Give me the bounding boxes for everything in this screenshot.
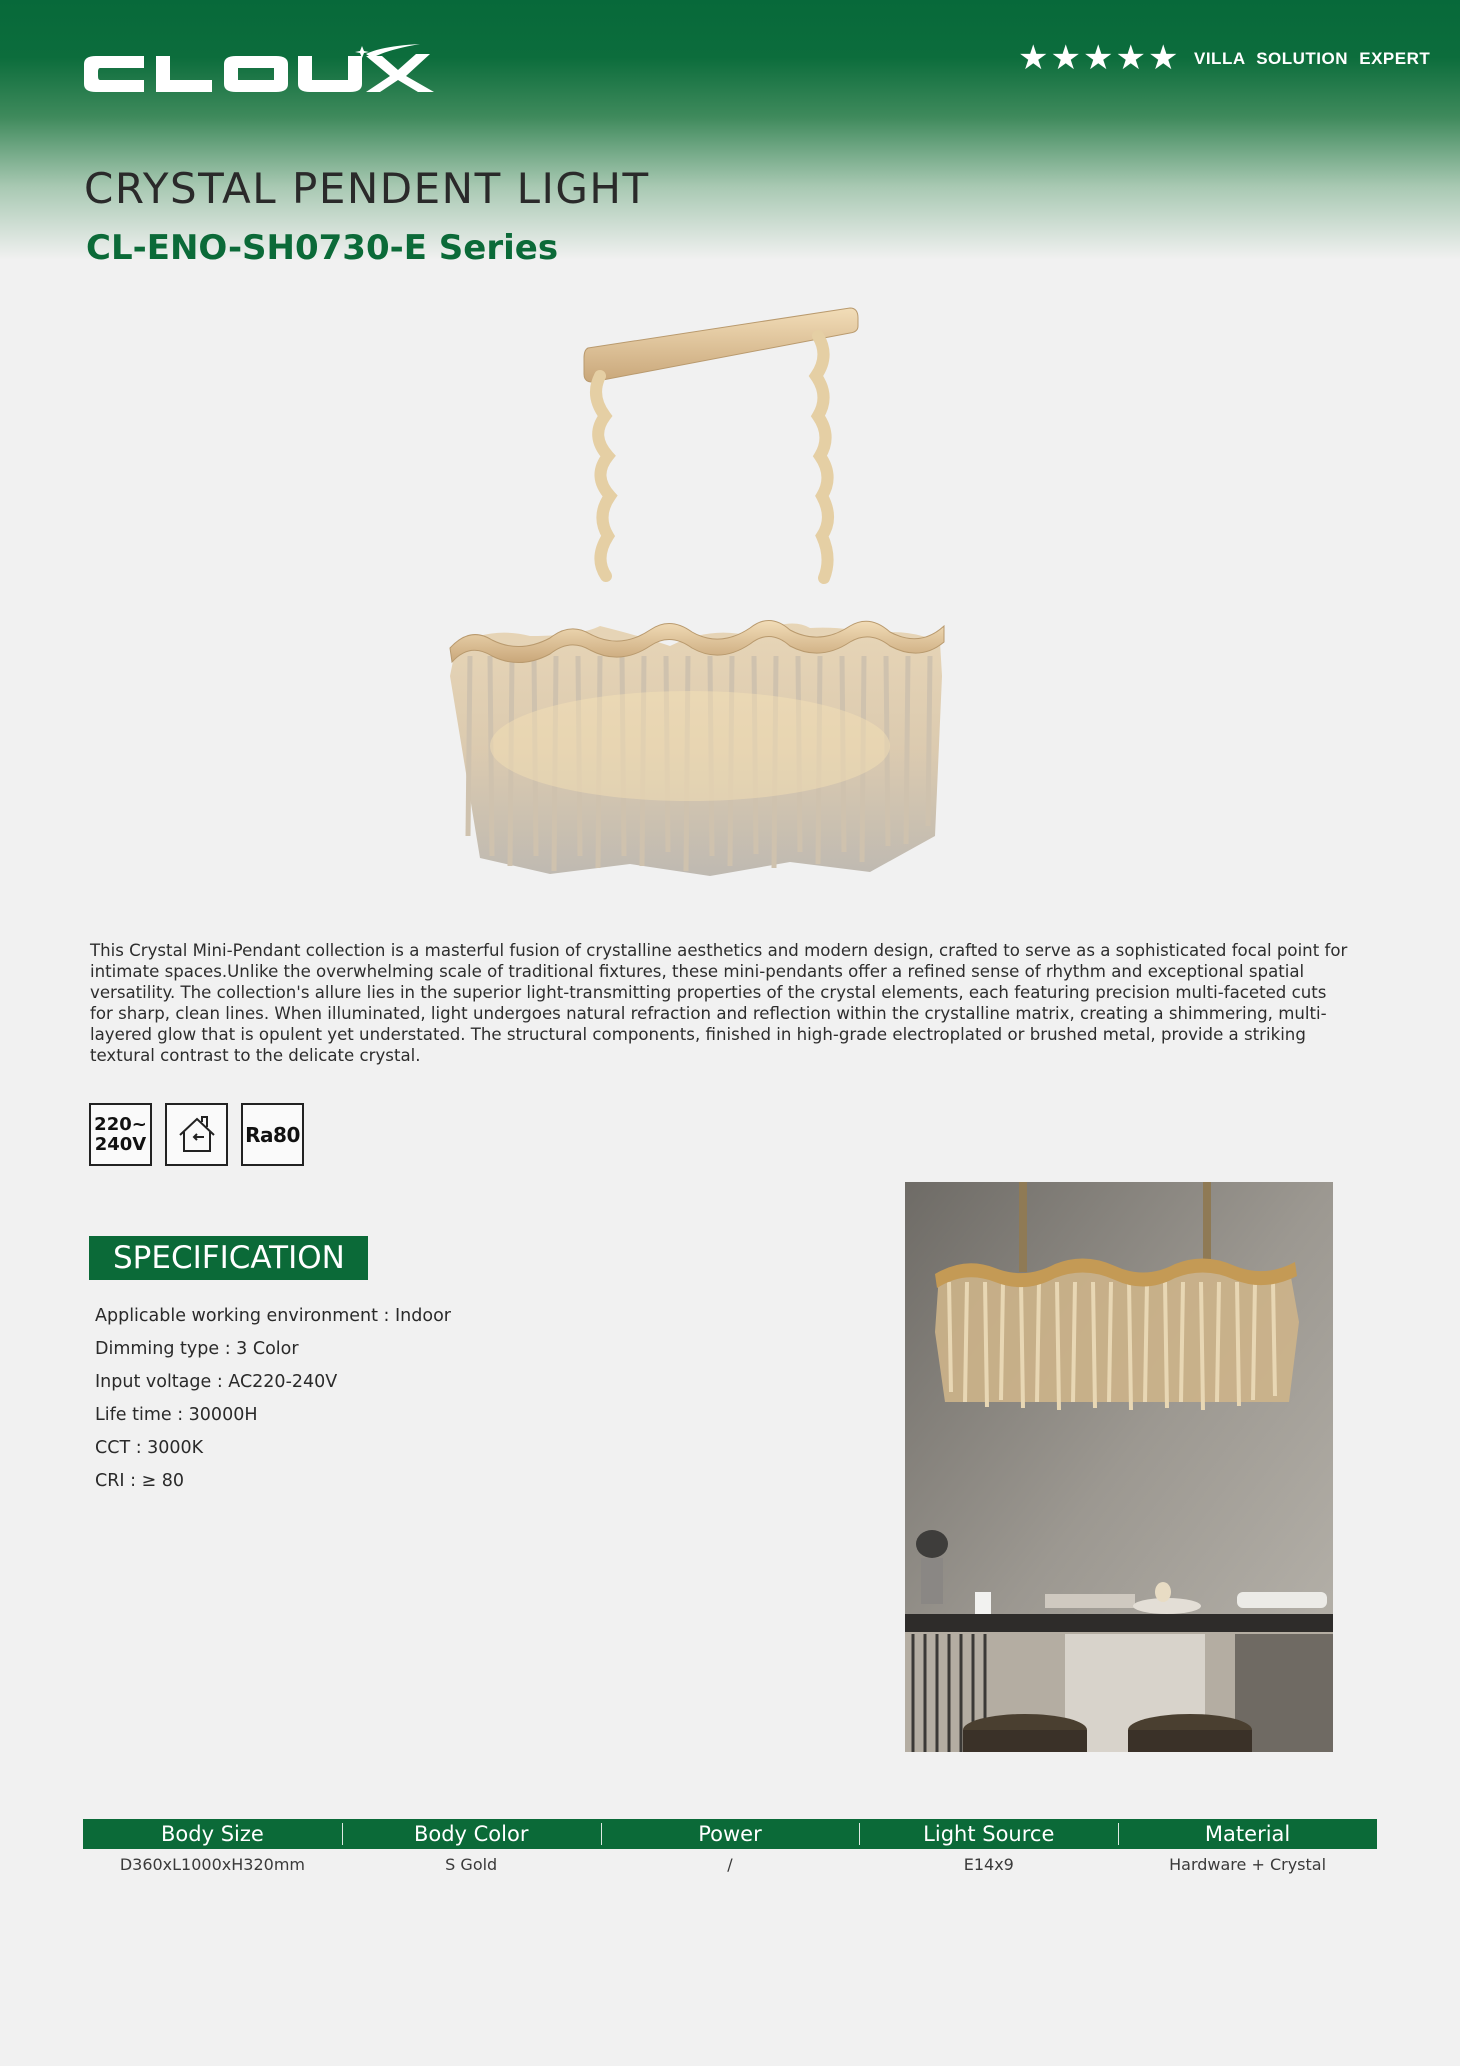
table-cell: D360xL1000xH320mm (119, 1855, 305, 1874)
star-icon: ★ (1115, 38, 1146, 78)
product-series: CL-ENO-SH0730-E Series (86, 228, 559, 268)
table-header-row (83, 1819, 1377, 1849)
product-description: This Crystal Mini-Pendant collection is a masterful fusion of crystalline aesthetics and modern design, crafted to serve as a sophisticated focal point for intimate spaces.Unlike the overwhelming scale of traditional fixtures, these mini-pendants offer a refined sense of rhythm and exceptional spatial versatility. The collection's allure lies in the superior light-transmitting properties of the crystal elements, each featuring precision multi-faceted cuts for sharp, clean lines. When illuminated, light undergoes natural refraction and reflection within the crystalline matrix, creating a shimmering, multi-layered glow that is opulent yet understated. The structural components, finished in high-grade electroplated or brushed metal, provide a striking textural contrast to the delicate crystal. (90, 941, 1348, 1065)
spec-item: CRI : ≥ 80 (95, 1471, 185, 1491)
cri-badge: Ra80 (241, 1103, 304, 1166)
rating-stars (1018, 40, 1178, 76)
spec-item: CCT : 3000K (95, 1438, 204, 1458)
tagline: VILLA SOLUTION EXPERT (1194, 49, 1431, 68)
chandelier-product-photo (430, 296, 1030, 896)
voltage-badge: 220~ 240V (89, 1103, 152, 1166)
specification-list (95, 1300, 451, 1498)
column-header: Body Size (161, 1822, 264, 1846)
table-cell: Hardware + Crystal (1169, 1855, 1327, 1874)
column-header: Power (601, 1819, 860, 1849)
table-cell: E14x9 (963, 1855, 1014, 1874)
header-band (0, 0, 1460, 260)
star-icon: ★ (1147, 38, 1179, 78)
cloux-logo (82, 42, 436, 102)
table-cell: / (727, 1855, 733, 1874)
spec-item: Life time : 30000H (95, 1405, 258, 1425)
star-icon: ★ (1050, 38, 1081, 78)
star-icon: ★ (1018, 38, 1049, 78)
table-row (83, 1849, 1377, 1881)
table-cell: S Gold (445, 1855, 498, 1874)
spec-item: Applicable working environment : Indoor (95, 1306, 451, 1326)
specification-heading: SPECIFICATION (89, 1236, 368, 1280)
product-spec-table (83, 1819, 1377, 1881)
indoor-house-icon (165, 1103, 228, 1166)
spec-item: Input voltage : AC220-240V (95, 1372, 338, 1392)
spec-item: Dimming type : 3 Color (95, 1339, 299, 1359)
column-header: Body Color (342, 1819, 601, 1849)
product-title: CRYSTAL PENDENT LIGHT (84, 164, 650, 213)
feature-badges (89, 1103, 304, 1166)
column-header: Material (1118, 1819, 1377, 1849)
star-icon: ★ (1082, 38, 1114, 78)
room-scene-photo (905, 1182, 1333, 1752)
column-header: Light Source (859, 1819, 1118, 1849)
